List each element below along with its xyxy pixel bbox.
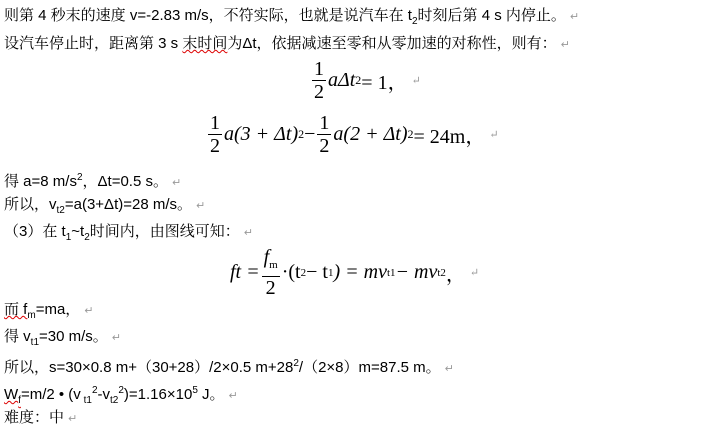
- equation-2: $\frac{1}{2}$ a(3 + Δt) 2 − $\frac{1}{2}$ a(2 + Δt) 2 = 24m， ↵: [210, 112, 499, 157]
- text-line-9: $W_f=m/2$ • (v $_{t1}^2-v_{t2}^2)=1.16\times 10^5$ J。 ↵: [4, 385, 238, 406]
- equation-1: $\frac{1}{2}$ aΔt 2 = 1， ↵: [314, 58, 421, 103]
- text-line-1: 则第 4 秒末的速度 v=-2.83 m/s，不符实际，也就是说汽车在 $t_2$时刻后第 4 s 内停止。 ↵: [4, 7, 580, 27]
- text-line-8: 所以，s=30×0.8 m+（30+28）/2×0.5 $m+28^2/(2\times 8)m=87.5$ m。 ↵: [4, 358, 454, 376]
- text-line-4: 所以，$v_{t2}=a(3+\Delta t)=28$ m/s。 ↵: [4, 196, 206, 216]
- text-line-7: 得 $v_{t1}=30$ m/s。 ↵: [4, 328, 122, 348]
- text-line-2: 设汽车停止时，距离第 3 s 末时间为Δt，依据减速至零和从零加速的对称性，则有： ↵: [4, 35, 570, 52]
- equation-3: ft = $\frac{f_m}{2}$ ·(t 2 − t 1 ) = mv t1 − mv t2 ， ↵: [230, 246, 480, 299]
- text-line-5: （3）在 $t_1\sim t_2$时间内，由图线可知： ↵: [4, 223, 253, 243]
- text-line-10: 难度：中 ↵: [4, 409, 78, 426]
- text-line-3: 得 a=8 $m/s^2$，Δt=0.5 s。 ↵: [4, 172, 182, 190]
- text-line-6: 而 $f_m=ma$， ↵: [4, 301, 94, 321]
